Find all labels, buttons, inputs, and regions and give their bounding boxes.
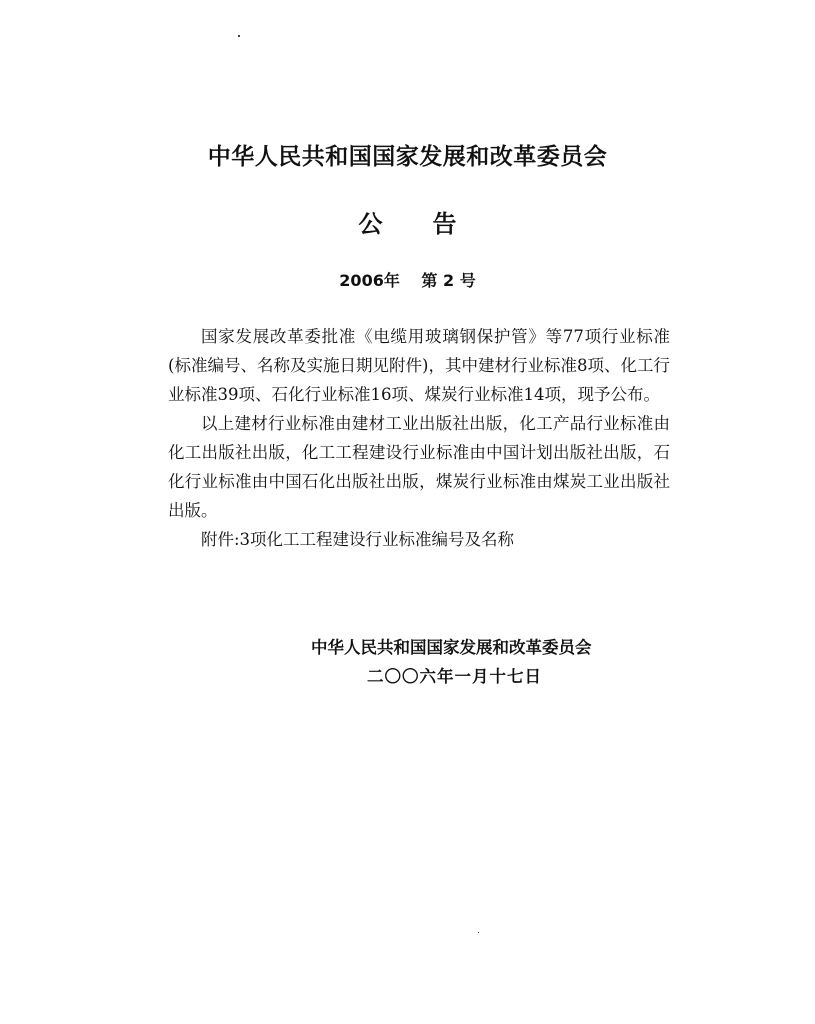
document-title: 中华人民共和国国家发展和改革委员会: [207, 144, 608, 170]
issue-number: 第 2 号: [421, 271, 476, 290]
announcement-body: [168, 322, 670, 554]
paragraph-approval: 国家发展改革委批准《电缆用玻璃钢保护管》等77项行业标准(标准编号、名称及实施日期见附件)，其中建材行业标准8项、化工行业标准39项、石化行业标准16项、煤炭行业标准14项，现予公布。: [168, 327, 670, 404]
scan-speck: [238, 35, 240, 37]
paragraph-attachment: 附件:3项化工工程建设行业标准编号及名称: [201, 530, 515, 549]
issue-year: 2006年: [339, 271, 400, 290]
announcement-heading: 公告: [358, 210, 507, 238]
signature-organization: 中华人民共和国国家发展和改革委员会: [311, 638, 592, 657]
issue-line: [0, 268, 815, 291]
paragraph-publishers: 以上建材行业标准由建材工业出版社出版，化工产品行业标准由化工出版社出版，化工工程建设行业标准由中国计划出版社出版，石化行业标准由中国石化出版社出版，煤炭行业标准由煤炭工业出版社出版。: [168, 414, 670, 520]
scan-speck: [478, 932, 479, 933]
signature-date: 二〇〇六年一月十七日: [367, 667, 542, 686]
